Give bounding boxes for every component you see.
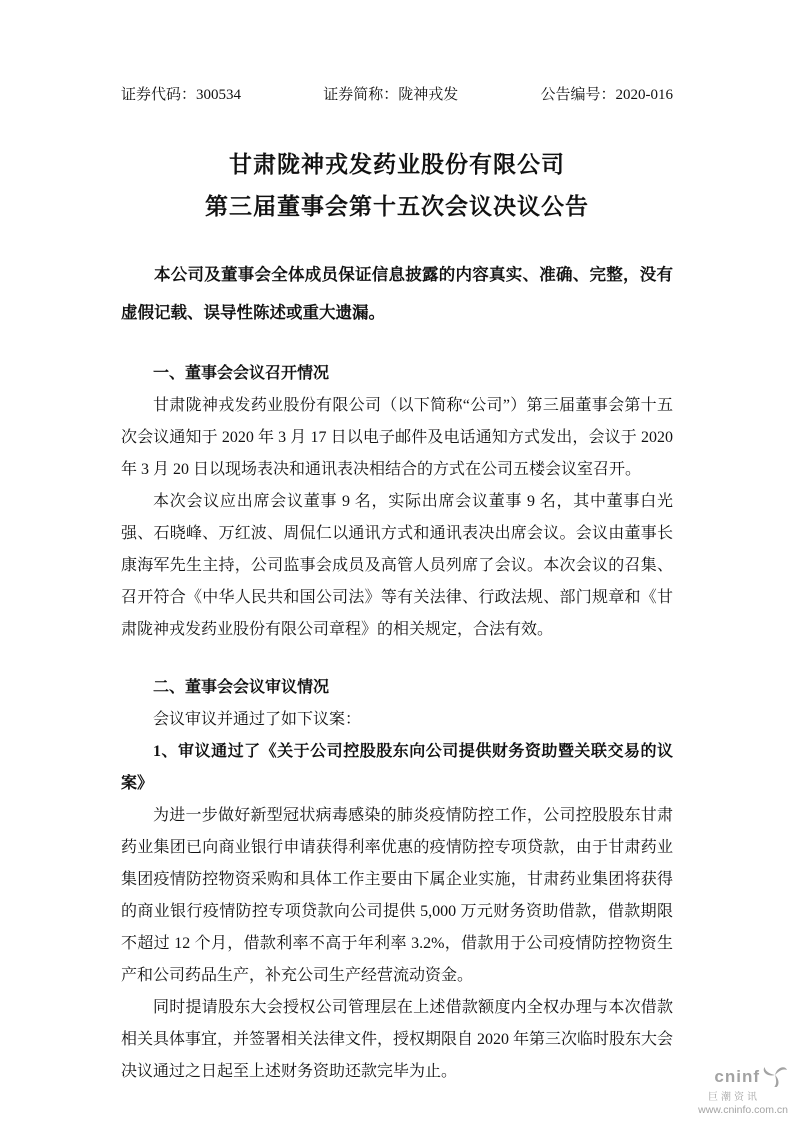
cninfo-brand-row <box>698 1063 788 1092</box>
announcement-number: 公告编号：2020-016 <box>540 87 673 103</box>
stock-code: 证券代码：300534 <box>121 87 242 103</box>
section-1-heading: 一、董事会会议召开情况 <box>153 365 330 382</box>
section-2-intro: 会议审议并通过了如下议案： <box>153 711 362 728</box>
cninfo-chinese-name: 巨潮资讯 <box>708 1092 760 1104</box>
document-header <box>121 84 673 106</box>
stock-name: 证券简称：陇神戎发 <box>323 87 459 103</box>
document-title-line1: 甘肃陇神戎发药业股份有限公司 <box>229 152 565 177</box>
document-page <box>121 84 673 1088</box>
section-1-paragraph-1: 甘肃陇神戎发药业股份有限公司（以下简称“公司”）第三届董事会第十五次会议通知于 2020 年 3 月 17 日以电子邮件及电话通知方式发出，会议于 2020 年 3 月 20 日以现场表决和通讯表决相结合的方式在公司五楼会议室召开。 <box>121 397 673 478</box>
cninfo-url: www.cninfo.com.cn <box>698 1104 788 1117</box>
disclaimer-statement: 本公司及董事会全体成员保证信息披露的内容真实、准确、完整，没有虚假记载、误导性陈述或重大遗漏。 <box>121 265 673 322</box>
document-title-line2: 第三届董事会第十五次会议决议公告 <box>205 194 589 219</box>
cninfo-swirl-icon <box>762 1063 788 1092</box>
cninfo-watermark <box>698 1063 788 1117</box>
section-2-paragraph-2: 同时提请股东大会授权公司管理层在上述借款额度内全权办理与本次借款相关具体事宜，并签署相关法律文件，授权期限自 2020 年第三次临时股东大会决议通过之日起至上述财务资助还款完毕为止。 <box>121 999 674 1080</box>
section-2-paragraph-1: 为进一步做好新型冠状病毒感染的肺炎疫情防控工作，公司控股股东甘肃药业集团已向商业银行申请获得利率优惠的疫情防控专项贷款，由于甘肃药业集团疫情防控物资采购和具体工作主要由下属企业实施，甘肃药业集团将获得的商业银行疫情防控专项贷款向公司提供 5,000 万元财务资助借款，借款期限不超过 12 个月，借款利率不高于年利率 3.2%，借款用于公司疫情防控物资生产和公司药品生产，补充公司生产经营流动资金。 <box>121 807 673 984</box>
section-2-item-1-title: 1、审议通过了《关于公司控股股东向公司提供财务资助暨关联交易的议案》 <box>121 743 673 792</box>
section-1-paragraph-2: 本次会议应出席会议董事 9 名，实际出席会议董事 9 名，其中董事白光强、石晓峰、万红波、周侃仁以通讯方式和通讯表决出席会议。会议由董事长康海军先生主持，公司监事会成员及高管人员列席了会议。本次会议的召集、召开符合《中华人民共和国公司法》等有关法律、行政法规、部门规章和《甘肃陇神戎发药业股份有限公司章程》的相关规定，合法有效。 <box>121 493 673 638</box>
cninfo-brand-text: cninf <box>714 1066 760 1086</box>
document-title <box>121 144 673 228</box>
section-2-heading: 二、董事会会议审议情况 <box>153 679 330 696</box>
